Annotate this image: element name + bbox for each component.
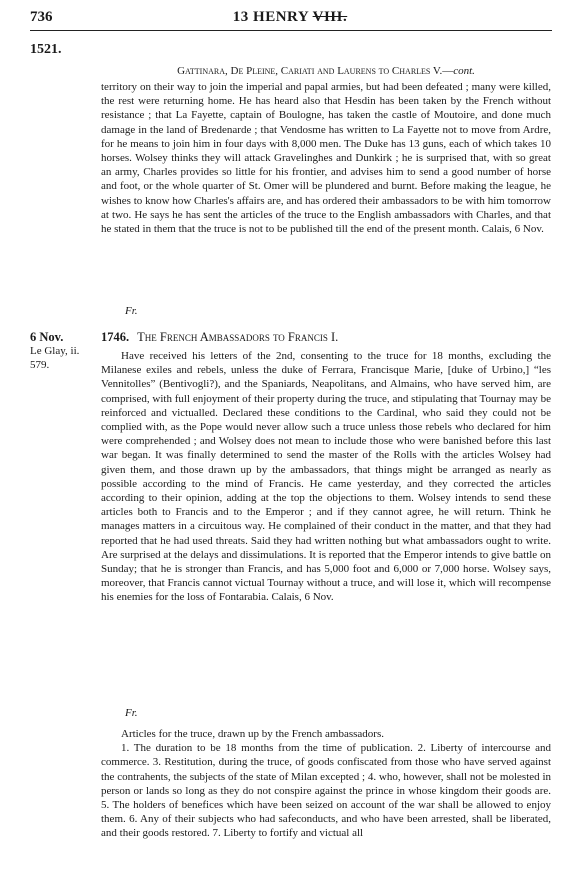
entry-1-sign: Fr. (125, 305, 138, 317)
margin-source: Le Glay, ii. 579. (30, 345, 80, 371)
letter-heading-text: Gattinara, De Pleine, Cariati and Laurens to Charles V.— (177, 65, 454, 77)
articles-section (101, 727, 551, 841)
articles-items: 1. The duration to be 18 months from the time of publication. 2. Liberty of intercourse and commerce. 3. Restitution, during the truce, of goods confiscated from those who have served against the contrahents, the subjects of the state of Milan excepted ; 4. who, however, shall not be molested in person or lands so long as they do not conspire against the prince in whose kingdom their goods are. 5. The holders of benefices which have been seized on account of the war shall be allowed to enjoy them. 6. Any of their subjects who had safeconducts, and who have been arrested, shall be liberated, and their goods restored. 7. Liberty to fortify and victual all (101, 742, 551, 840)
entry-2-paragraph: Have received his letters of the 2nd, consenting to the truce for 18 months, excluding the Milanese exiles and rebels, unless the duke of Ferrara, Francisque Marie, [duke of Urbino,] “les Vennitolles” (Bentivogli?), and the Spaniards, Neapolitans, and Almains, who have served him, are comprised, with full enjoyment of their property during the truce, and stipulating that Tournay may be reinforced and victualled. Declared these conditions to the Cardinal, who said they could not be complied with, as the Pope would never allow such a truce unless those rebels who declared for him were comprehended ; and Wolsey does not mean to include those who were banished before this last war began. It was finally determined to send the master of the Rolls with the articles Wolsey had given them, and those drawn up by the ambassadors, that things might be arranged as nearly as possible according to the mind of Francis. He came yesterday, and they corrected the articles according to their opinion, adding at the top the objections to them. Wolsey intends to send these articles both to Francis and to the Emperor ; and if they cannot agree, he will return. Think he manages matters in a circuitous way. He complained of their conduct in the matter, and that they had reported that he had used threats. Said they had written nothing but what ambassadors ought to write. Are surprised at the delays and dissimulations. It is reported that the Emperor intends to give battle on Sunday; that he is stronger than Francis, and has 5,000 foot and 6,000 or 7,000 horse. Wolsey says, moreover, that Francis cannot victual Tournay without a truce, and will lose it, which will recompense his enemies for the loss of Fontarabia. Calais, 6 Nov. (101, 350, 551, 604)
entry-2-sign: Fr. (125, 707, 138, 719)
entry-1-paragraph: territory on their way to join the imperial and papal armies, but had been defeated ; many were killed, the rest were returning home. He has heard also that Hesdin has been taken by the French without resistance ; that La Fayette, captain of Boulogne, has taken the castle of Moutoire, and done much damage in the land of Bredenarde ; that Vendosme has written to La Fayette not to move from Ardre, for he means to join him in four days with 8,000 men. The Duke has 13 guns, each of which takes 10 horses. Wolsey thinks they will attack Gravelinghes and Dunkirk ; he is surprised that, with so great an army, Charles provides so little for his frontier, and advises him to send a good number of horse and foot, or the whole quarter of St. Omer will be plundered and burnt. Before making the league, he wishes to know how Charles's affairs are, and has ordered their ambassadors to be with him tomorrow at two. He says he has sent the articles of the truce to the English ambassadors with Charles, and that he stated in them that the truce is not to be published till the end of the present month. Calais, 6 Nov. (101, 81, 551, 236)
letter-heading-cont: cont. (453, 65, 475, 77)
running-head (30, 9, 550, 26)
letter-heading (101, 65, 551, 77)
entry-2-body (101, 349, 551, 605)
entry-number: 1746. (101, 330, 130, 344)
running-head-struck: VIII. (312, 9, 348, 25)
running-head-text: 13 HENRY (232, 9, 313, 25)
entry-title: The French Ambassadors to Francis I. (137, 330, 339, 344)
margin-year: 1521. (30, 42, 62, 57)
entry-1-body (101, 80, 551, 236)
entry-2-heading (101, 330, 551, 345)
articles-lead: Articles for the truce, drawn up by the French ambassadors. (121, 728, 385, 740)
header-rule (30, 30, 552, 31)
margin-date: 6 Nov. (30, 330, 64, 344)
page-number: 736 (30, 9, 53, 25)
margin-entry-2 (30, 330, 100, 372)
